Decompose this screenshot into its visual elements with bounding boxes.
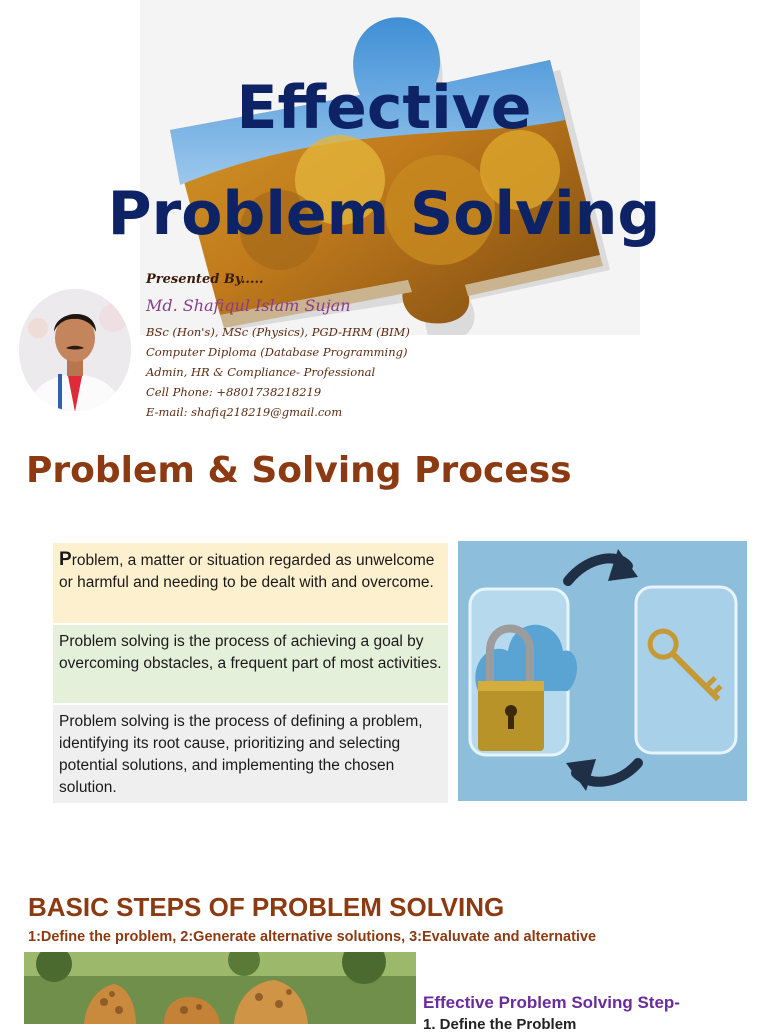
definition-box-2 bbox=[53, 625, 448, 703]
definition-text: roblem, a matter or situation regarded as unwelcome or harmful and needing to be dealt with and overcome. bbox=[59, 552, 435, 591]
presented-by-label: Presented By..... bbox=[146, 272, 264, 287]
effective-step-heading: Effective Problem Solving Step- bbox=[423, 993, 680, 1012]
presenter-diploma: Computer Diploma (Database Programming) bbox=[146, 345, 408, 359]
slide3-subtitle: 1:Define the problem, 2:Generate alternative solutions, 3:Evaluvate and alternative bbox=[28, 929, 597, 945]
presenter-role: Admin, HR & Compliance- Professional bbox=[146, 365, 376, 379]
definition-text: Problem solving is the process of defining a problem, identifying its root cause, prioritizing and selecting potential solutions, and implementing the chosen solution. bbox=[59, 713, 423, 796]
lock-and-key-image bbox=[458, 541, 747, 801]
presenter-photo bbox=[18, 288, 132, 412]
title-line-1: Effective bbox=[236, 73, 532, 143]
slide2-heading: Problem & Solving Process bbox=[26, 450, 572, 491]
definition-text: Problem solving is the process of achieving a goal by overcoming obstacles, a frequent part of most activities. bbox=[59, 633, 442, 672]
presenter-degree: BSc (Hon's), MSc (Physics), PGD-HRM (BIM) bbox=[146, 325, 410, 339]
giraffes-image bbox=[24, 952, 416, 1024]
slide3-heading: BASIC STEPS OF PROBLEM SOLVING bbox=[28, 892, 505, 922]
definition-box-1 bbox=[53, 543, 448, 623]
title-slide bbox=[0, 0, 768, 430]
presenter-email: E-mail: shafiq218219@gmail.com bbox=[146, 405, 343, 419]
step-one-text: 1. Define the Problem bbox=[423, 1016, 577, 1033]
definition-box-3 bbox=[53, 705, 448, 803]
title-line-2: Problem Solving bbox=[107, 179, 661, 249]
definition-lead-letter: P bbox=[59, 549, 72, 570]
presenter-phone: Cell Phone: +8801738218219 bbox=[146, 385, 322, 399]
presenter-name: Md. Shafiqul Islam Sujan bbox=[146, 296, 351, 315]
